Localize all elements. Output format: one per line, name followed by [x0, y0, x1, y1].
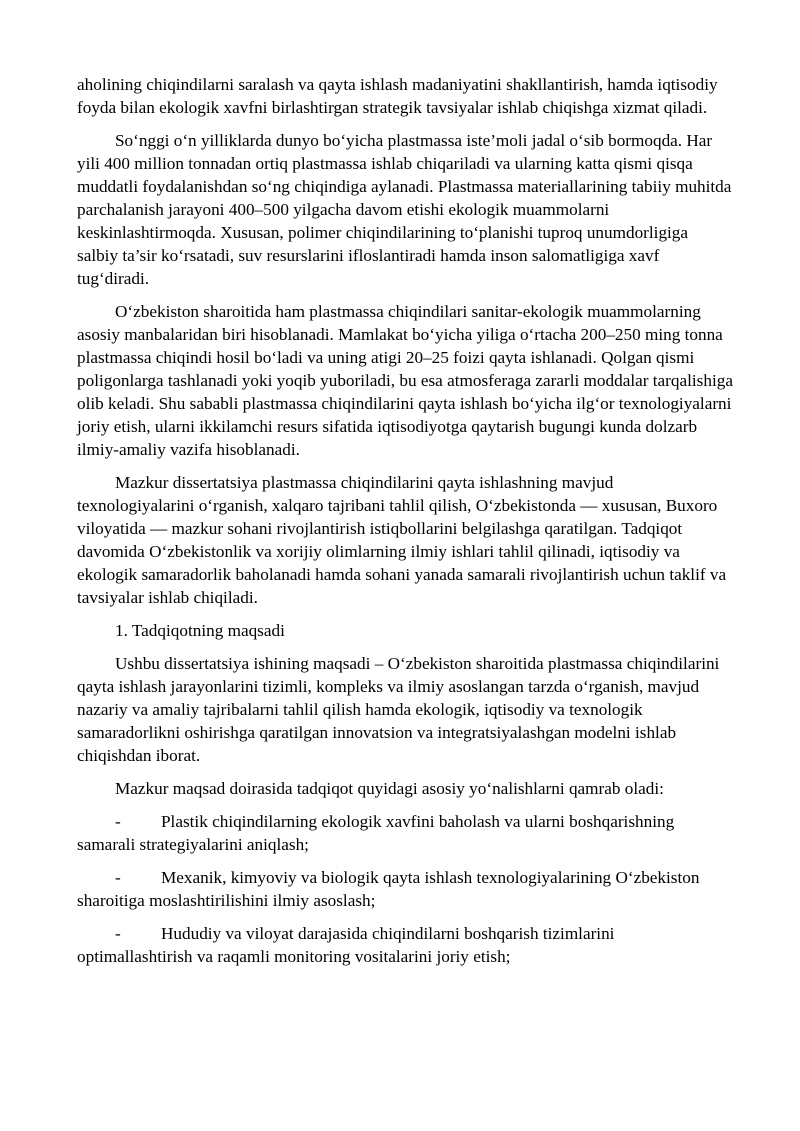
list-item [77, 922, 733, 968]
list-marker: - [115, 924, 121, 943]
body-paragraph-continuation: aholining chiqindilarni saralash va qayta ishlash madaniyatini shakllantirish, hamda iqtisodiy foyda bilan ekologik xavfni birlashtirgan strategik tavsiyalar ishlab chiqishga xizmat qiladi. [77, 75, 718, 117]
list-item [77, 810, 733, 856]
list-item [77, 866, 733, 912]
list-item-text: Hududiy va viloyat darajasida chiqindilarni boshqarish tizimlarini optimallashtirish va raqamli monitoring vositalarini joriy etish; [77, 924, 615, 966]
body-paragraph-plastic-consumption: So‘nggi o‘n yilliklarda dunyo bo‘yicha plastmassa iste’moli jadal o‘sib bormoqda. Har yili 400 million tonnadan ortiq plastmassa ishlab chiqariladi va ularning katta qismi qisqa muddatli foydalanishdan so‘ng chiqindiga aylanadi. Plastmassa materiallarining tabiiy muhitda parchalanish jarayoni 400–500 yilgacha davom etishi ekologik muammolarni keskinlashtirmoqda. Xususan, polimer chiqindilarining to‘planishi tuproq unumdorligiga salbiy ta’sir ko‘rsatadi, suv resurslarini ifloslantiradi hamda inson salomatligiga xavf tug‘diradi. [77, 131, 732, 288]
body-paragraph-uzbekistan-waste: O‘zbekiston sharoitida ham plastmassa chiqindilari sanitar-ekologik muammolarning asosiy manbalaridan biri hisoblanadi. Mamlakat bo‘yicha yiliga o‘rtacha 200–250 ming tonna plastmassa chiqindi hosil bo‘ladi va uning atigi 20–25 foizi qayta ishlanadi. Qolgan qismi poligonlarga tashlanadi yoki yoqib yuboriladi, bu esa atmosferaga zararli moddalar tarqalishiga olib keladi. Shu sababli plastmassa chiqindilarini qayta ishlash bo‘yicha ilg‘or texnologiyalarni joriy etish, ularni ikkilamchi resurs sifatida iqtisodiyotga qaytarish bugungi kunda dolzarb ilmiy-amaliy vazifa hisoblanadi. [77, 302, 733, 459]
body-paragraph-dissertation-aim: Mazkur dissertatsiya plastmassa chiqindilarini qayta ishlashning mavjud texnologiyalarini o‘rganish, xalqaro tajribani tahlil qilish, O‘zbekistonda — xususan, Buxoro viloyatida — mazkur sohani rivojlantirish istiqbollarini belgilashga qaratilgan. Tadqiqot davomida O‘zbekistonlik va xorijiy olimlarning ilmiy ishlari tahlil qilinadi, iqtisodiy va ekologik samaradorlik baholanadi hamda sohani yanada samarali rivojlantirish uchun taklif va tavsiyalar ishlab chiqiladi. [77, 473, 727, 607]
document-page [77, 73, 733, 978]
section-heading: 1. Tadqiqotning maqsadi [115, 621, 285, 640]
scope-paragraph: Mazkur maqsad doirasida tadqiqot quyidagi asosiy yo‘nalishlarni qamrab oladi: [115, 779, 664, 798]
list-marker: - [115, 868, 121, 887]
list-item-text: Mexanik, kimyoviy va biologik qayta ishlash texnologiyalarining O‘zbekiston sharoitiga moslashtirilishini ilmiy asoslash; [77, 868, 700, 910]
list-item-text: Plastik chiqindilarning ekologik xavfini baholash va ularni boshqarishning samarali strategiyalarini aniqlash; [77, 812, 675, 854]
list-marker: - [115, 812, 121, 831]
goal-paragraph: Ushbu dissertatsiya ishining maqsadi – O‘zbekiston sharoitida plastmassa chiqindilarini qayta ishlash jarayonlarini tizimli, kompleks va ilmiy asoslangan tarzda o‘rganish, mavjud nazariy va amaliy tajribalarni tahlil qilish hamda ekologik, iqtisodiy va texnologik samaradorlikni oshirishga qaratilgan innovatsion va integratsiyalashgan modelni ishlab chiqishdan iborat. [77, 654, 720, 765]
